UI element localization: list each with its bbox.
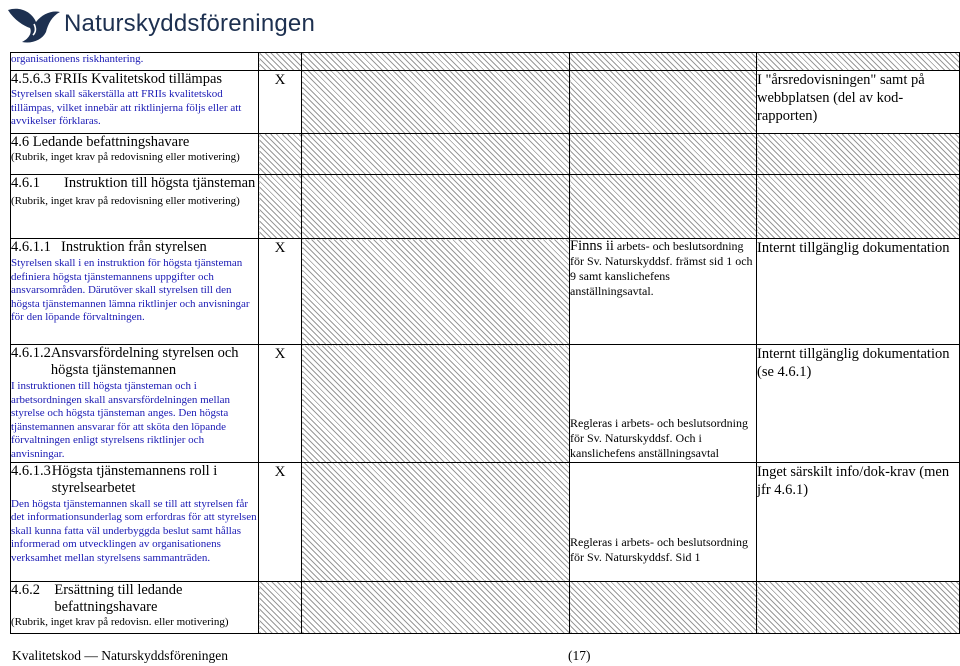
row0-description: organisationens riskhantering. — [11, 53, 259, 71]
row1-body: Styrelsen skall säkerställa att FRIIs kvalitetskod tillämpas, vilket innebär att riktlinjerna följs eller att avvikelser förklaras. — [11, 88, 242, 128]
row6-body: Den högsta tjänstemannen skall se till att styrelsen får det informationsunderlag som erfordras för att styrelsen skall kunna fatta väl underbyggda beslut samt hållas informerad om utvecklingen av organisationens verksamhet mellan styrelsens sammanträden. — [11, 497, 257, 564]
row7-body: (Rubrik, inget krav på redovisn. eller motivering) — [11, 615, 229, 628]
table-row — [11, 239, 960, 345]
row3-heading: 4.6.1 Instruktion till högsta tjänsteman — [11, 175, 256, 191]
table-row — [11, 53, 960, 71]
table-row — [11, 71, 960, 134]
code-table — [10, 52, 960, 634]
row3-description — [11, 175, 259, 239]
row7-description — [11, 581, 259, 633]
table-row — [11, 134, 960, 175]
row6-reference: Regleras i arbets- och beslutsordning för Sv. Naturskyddsf. Sid 1 — [570, 462, 757, 581]
row2-body: (Rubrik, inget krav på redovisning eller motivering) — [11, 151, 240, 163]
row3-body: (Rubrik, inget krav på redovisning eller motivering) — [11, 195, 240, 207]
row2-heading: 4.6 Ledande befattningshavare — [11, 134, 190, 150]
footer-title: Kvalitetskod — Naturskyddsföreningen — [12, 648, 228, 663]
row1-heading: 4.5.6.3 FRIIs Kvalitetskod tillämpas — [11, 71, 223, 87]
row6-comment: Inget särskilt info/dok-krav (men jfr 4.6.1) — [757, 462, 960, 581]
row6-heading: 4.6.1.3 Högsta tjänstemannens roll i styrelsearbetet — [11, 462, 218, 496]
table-row — [11, 345, 960, 463]
brand-name: Naturskyddsföreningen — [64, 10, 316, 37]
row6-description — [11, 462, 259, 581]
row4-mark: X — [259, 239, 302, 345]
row1-comment: I "årsredovisningen" samt på webbplatsen (del av kod-rapporten) — [757, 71, 960, 134]
row5-mark: X — [259, 345, 302, 463]
row4-comment: Internt tillgänglig dokumentation — [757, 239, 960, 345]
row1-mark: X — [259, 71, 302, 134]
row5-reference: Regleras i arbets- och beslutsordning för Sv. Naturskyddsf. Och i kanslichefens anställningsavtal — [570, 345, 757, 463]
row2-description — [11, 134, 259, 175]
page-number: (17) — [568, 648, 591, 663]
row5-comment: Internt tillgänglig dokumentation (se 4.6.1) — [757, 345, 960, 463]
row4-heading: 4.6.1.1 Instruktion från styrelsen — [11, 239, 207, 255]
row4-body: Styrelsen skall i en instruktion för högsta tjänsteman definiera högsta tjänstemannens uppgifter och ansvarsområden. Därutöver skall styrelsen till den högsta tjänstemannen lämna riktlinjer och anvisningar för den löpande förvaltningen. — [11, 257, 250, 324]
page-header — [0, 0, 960, 48]
table-row — [11, 581, 960, 633]
row5-description — [11, 345, 259, 463]
bird-logo-icon — [6, 2, 62, 46]
row7-heading: 4.6.2 Ersättning till ledande befattningshavare — [11, 581, 183, 615]
table-row — [11, 462, 960, 581]
row4-description — [11, 239, 259, 345]
row5-body: I instruktionen till högsta tjänsteman och i arbetsordningen skall ansvarsfördelningen mellan styrelse och högsta tjänsteman anges. Den högsta tjänstemannen ansvarar för att sköta den löpande förvaltningen enligt styrelsens riktlinjer och anvisningar. — [11, 380, 231, 460]
row4-reference: Finns ii arbets- och beslutsordning för Sv. Naturskyddsf. främst sid 1 och 9 samt kanslichefens anställningsavtal. — [570, 239, 757, 345]
row1-description — [11, 71, 259, 134]
row6-mark: X — [259, 462, 302, 581]
row5-heading: 4.6.1.2 Ansvarsfördelning styrelsen och högsta tjänstemannen — [11, 345, 239, 378]
table-row — [11, 175, 960, 239]
